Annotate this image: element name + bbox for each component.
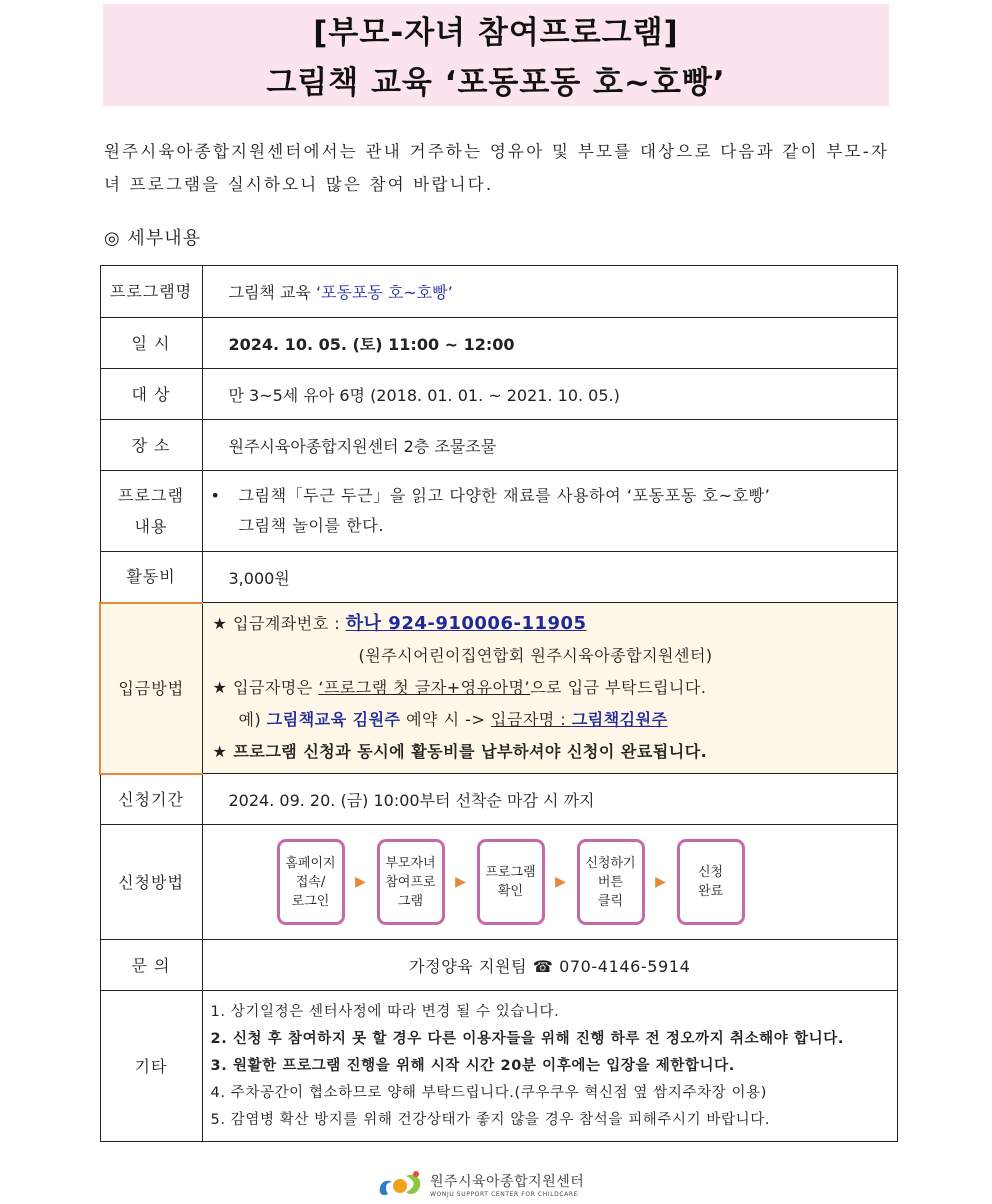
- row-payment: [100, 603, 898, 774]
- footer-org-name: 원주시육아종합지원센터: [430, 1173, 585, 1190]
- process-steps: [203, 839, 898, 925]
- row-date: [100, 318, 898, 369]
- payment-example-prefix: 예): [238, 710, 267, 729]
- payment-name-rule-prefix: 입금자명은: [232, 678, 319, 697]
- star-icon: ★: [212, 678, 228, 697]
- step-complete: 신청 완료: [677, 839, 745, 925]
- contact-team: 가정양육 지원팀: [409, 956, 528, 976]
- step-homepage-login: 홈페이지 접속/ 로그인: [277, 839, 345, 925]
- content-line1: 그림책「두근 두근」을 읽고 다양한 재료를 사용하여 ‘포동포동 호~호빵’: [238, 486, 771, 505]
- star-icon: ★: [212, 742, 228, 761]
- content-bullet: •: [210, 486, 221, 505]
- row-content: [100, 471, 898, 552]
- row-period: [100, 774, 898, 825]
- arrow-right-icon: ▶: [555, 874, 566, 890]
- value-program-name: [202, 266, 898, 318]
- payment-account-line: [213, 608, 898, 640]
- label-program-name: 프로그램명: [100, 266, 202, 318]
- value-method: [202, 825, 898, 940]
- payment-example-mid: 예약 시 ->: [400, 710, 491, 729]
- step-parent-child-program: 부모자녀 참여프로 그램: [377, 839, 445, 925]
- label-date: 일 시: [100, 318, 202, 369]
- value-content: [202, 471, 898, 552]
- payment-name-rule-quote: ‘프로그램 첫 글자+영유아명’: [318, 678, 531, 697]
- arrow-right-icon: ▶: [455, 874, 466, 890]
- value-period: 2024. 09. 20. (금) 10:00부터 선착순 마감 시 까지: [202, 774, 898, 825]
- label-content: [100, 471, 202, 552]
- payment-account-prefix: 입금계좌번호 :: [232, 614, 346, 633]
- value-fee: 3,000원: [202, 552, 898, 603]
- value-place: 원주시육아종합지원센터 2층 조물조물: [202, 420, 898, 471]
- label-target: 대 상: [100, 369, 202, 420]
- arrow-right-icon: ▶: [355, 874, 366, 890]
- etc-item-3: 3. 원활한 프로그램 진행을 위해 시작 시간 20분 이후에는 입장을 제한합니다.: [210, 1057, 735, 1074]
- value-etc: [202, 991, 898, 1142]
- step-apply-button: 신청하기 버튼 클릭: [577, 839, 645, 925]
- footer-org-name-en: WONJU SUPPORT CENTER FOR CHILDCARE: [430, 1190, 579, 1198]
- value-contact: [202, 940, 898, 991]
- label-place: 장 소: [100, 420, 202, 471]
- content-line2: 그림책 놀이를 한다.: [238, 516, 385, 535]
- details-table: [99, 265, 898, 1142]
- etc-item-2: 2. 신청 후 참여하지 못 할 경우 다른 이용자들을 위해 진행 하루 전 정오까지 취소해야 합니다.: [210, 1030, 844, 1047]
- payment-name-rule-suffix: 으로 입금 부탁드립니다.: [530, 678, 707, 697]
- value-date: 2024. 10. 05. (토) 11:00 ~ 12:00: [202, 318, 898, 369]
- payment-example-name: 그림책김원주: [571, 710, 668, 729]
- payment-example-line: [213, 704, 898, 736]
- payment-example-blue: 그림책교육 김원주: [266, 710, 401, 729]
- etc-item-1: 1. 상기일정은 센터사정에 따라 변경 될 수 있습니다.: [210, 1003, 560, 1020]
- payment-example-label: 입금자명 :: [490, 710, 572, 729]
- value-payment: [202, 603, 898, 774]
- payment-notice: 프로그램 신청과 동시에 활동비를 납부하셔야 신청이 완료됩니다.: [233, 742, 708, 761]
- label-payment: 입금방법: [100, 603, 202, 774]
- row-program-name: [100, 266, 898, 318]
- label-fee: 활동비: [100, 552, 202, 603]
- arrow-right-icon: ▶: [655, 874, 666, 890]
- step-program-check: 프로그램 확인: [477, 839, 545, 925]
- row-etc: [100, 991, 898, 1142]
- section-heading: ◎ 세부내용: [104, 228, 201, 249]
- program-name-highlight: ‘포동포동 호~호빵’: [315, 283, 453, 302]
- label-content-line1: 프로그램: [118, 486, 184, 505]
- row-contact: [100, 940, 898, 991]
- value-target: 만 3~5세 유아 6명 (2018. 01. 01. ~ 2021. 10. 05.): [202, 369, 898, 420]
- etc-item-4: 4. 주차공간이 협소하므로 양해 부탁드립니다.(쿠우쿠우 혁신점 옆 쌈지주차장 이용): [210, 1084, 767, 1101]
- row-fee: [100, 552, 898, 603]
- title-banner: [103, 4, 889, 106]
- center-logo-icon: [376, 1168, 426, 1200]
- payment-notice-line: [213, 736, 898, 768]
- payment-account-number: 하나 924-910006-11905: [345, 613, 587, 634]
- label-etc: 기타: [100, 991, 202, 1142]
- label-period: 신청기간: [100, 774, 202, 825]
- payment-name-rule-line: [213, 672, 898, 704]
- label-method: 신청방법: [100, 825, 202, 940]
- star-icon: ★: [212, 614, 228, 633]
- title-line-2: 그림책 교육 ‘포동포동 호~호빵’: [266, 65, 726, 101]
- row-target: [100, 369, 898, 420]
- phone-icon: ☎: [532, 956, 554, 976]
- label-content-line2: 내용: [134, 517, 168, 536]
- program-name-prefix: 그림책 교육: [228, 283, 316, 302]
- payment-holder: (원주시어린이집연합회 원주시육아종합지원센터): [358, 646, 713, 665]
- row-place: [100, 420, 898, 471]
- footer-logo: [376, 1168, 584, 1200]
- label-contact: 문 의: [100, 940, 202, 991]
- etc-item-5: 5. 감염병 확산 방지를 위해 건강상태가 좋지 않을 경우 참석을 피해주시기 바랍니다.: [210, 1111, 771, 1128]
- row-method: [100, 825, 898, 940]
- title-line-1: [부모-자녀 참여프로그램]: [313, 15, 679, 51]
- intro-paragraph: 원주시육아종합지원센터에서는 관내 거주하는 영유아 및 부모를 대상으로 다음과 같이 부모-자녀 프로그램을 실시하오니 많은 참여 바랍니다.: [104, 142, 889, 194]
- contact-phone: 070-4146-5914: [559, 956, 691, 976]
